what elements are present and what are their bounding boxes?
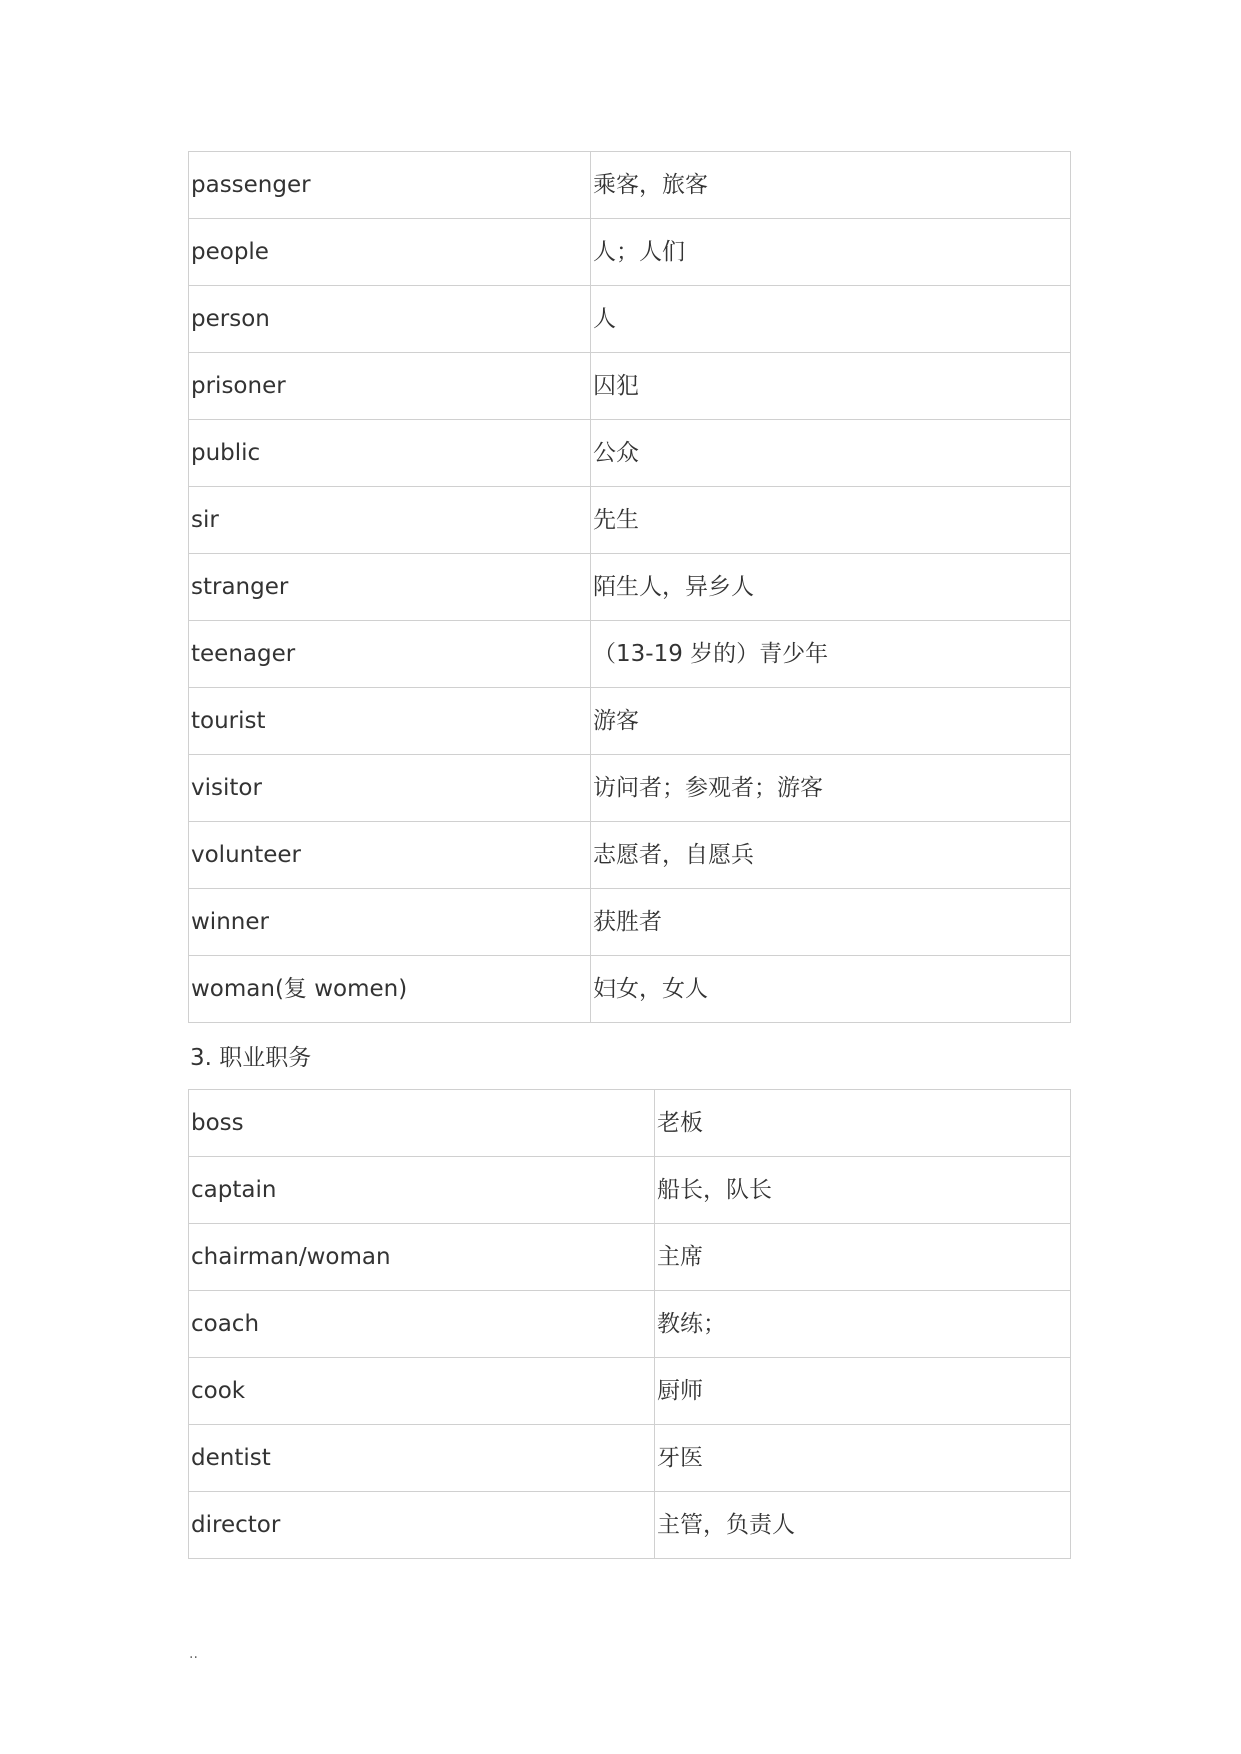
table-row — [189, 219, 1071, 286]
chinese-meaning-cell: 教练； — [655, 1291, 1071, 1358]
english-word-cell: stranger — [189, 554, 591, 621]
chinese-meaning-cell: 陌生人，异乡人 — [591, 554, 1071, 621]
table-row — [189, 889, 1071, 956]
table-row — [189, 554, 1071, 621]
english-word-cell: dentist — [189, 1425, 655, 1492]
english-word-cell: cook — [189, 1358, 655, 1425]
table-row — [189, 755, 1071, 822]
table-row — [189, 152, 1071, 219]
english-word-cell: chairman/woman — [189, 1224, 655, 1291]
english-word-cell: public — [189, 420, 591, 487]
chinese-meaning-cell: 主席 — [655, 1224, 1071, 1291]
chinese-meaning-cell: 牙医 — [655, 1425, 1071, 1492]
table-row — [189, 688, 1071, 755]
chinese-meaning-cell: 志愿者，自愿兵 — [591, 822, 1071, 889]
table-row — [189, 1090, 1071, 1157]
english-word-cell: director — [189, 1492, 655, 1559]
table-row — [189, 1157, 1071, 1224]
chinese-meaning-cell: 人；人们 — [591, 219, 1071, 286]
chinese-meaning-cell: 公众 — [591, 420, 1071, 487]
table-row — [189, 1492, 1071, 1559]
table-row — [189, 487, 1071, 554]
table-row — [189, 956, 1071, 1023]
section-heading: 3. 职业职务 — [190, 1045, 312, 1071]
chinese-meaning-cell: 主管，负责人 — [655, 1492, 1071, 1559]
english-word-cell: sir — [189, 487, 591, 554]
english-word-cell: passenger — [189, 152, 591, 219]
chinese-meaning-cell: 获胜者 — [591, 889, 1071, 956]
english-word-cell: person — [189, 286, 591, 353]
table-row — [189, 1291, 1071, 1358]
vocabulary-table-people — [188, 151, 1071, 1023]
chinese-meaning-cell: 船长，队长 — [655, 1157, 1071, 1224]
english-word-cell: coach — [189, 1291, 655, 1358]
english-word-cell: visitor — [189, 755, 591, 822]
table-row — [189, 1358, 1071, 1425]
english-word-cell: people — [189, 219, 591, 286]
chinese-meaning-cell: （13-19 岁的）青少年 — [591, 621, 1071, 688]
chinese-meaning-cell: 先生 — [591, 487, 1071, 554]
chinese-meaning-cell: 访问者；参观者；游客 — [591, 755, 1071, 822]
english-word-cell: teenager — [189, 621, 591, 688]
english-word-cell: tourist — [189, 688, 591, 755]
vocabulary-table-occupations — [188, 1089, 1071, 1559]
table-row — [189, 286, 1071, 353]
english-word-cell: captain — [189, 1157, 655, 1224]
chinese-meaning-cell: 老板 — [655, 1090, 1071, 1157]
table-row — [189, 621, 1071, 688]
table-row — [189, 1425, 1071, 1492]
chinese-meaning-cell: 厨师 — [655, 1358, 1071, 1425]
table-row — [189, 822, 1071, 889]
chinese-meaning-cell: 妇女，女人 — [591, 956, 1071, 1023]
table-row — [189, 1224, 1071, 1291]
chinese-meaning-cell: 乘客，旅客 — [591, 152, 1071, 219]
chinese-meaning-cell: 人 — [591, 286, 1071, 353]
page-footer-mark: .. — [189, 1646, 198, 1662]
english-word-cell: winner — [189, 889, 591, 956]
table-row — [189, 353, 1071, 420]
english-word-cell: prisoner — [189, 353, 591, 420]
english-word-cell: woman(复 women) — [189, 956, 591, 1023]
english-word-cell: boss — [189, 1090, 655, 1157]
english-word-cell: volunteer — [189, 822, 591, 889]
table-row — [189, 420, 1071, 487]
chinese-meaning-cell: 游客 — [591, 688, 1071, 755]
chinese-meaning-cell: 囚犯 — [591, 353, 1071, 420]
